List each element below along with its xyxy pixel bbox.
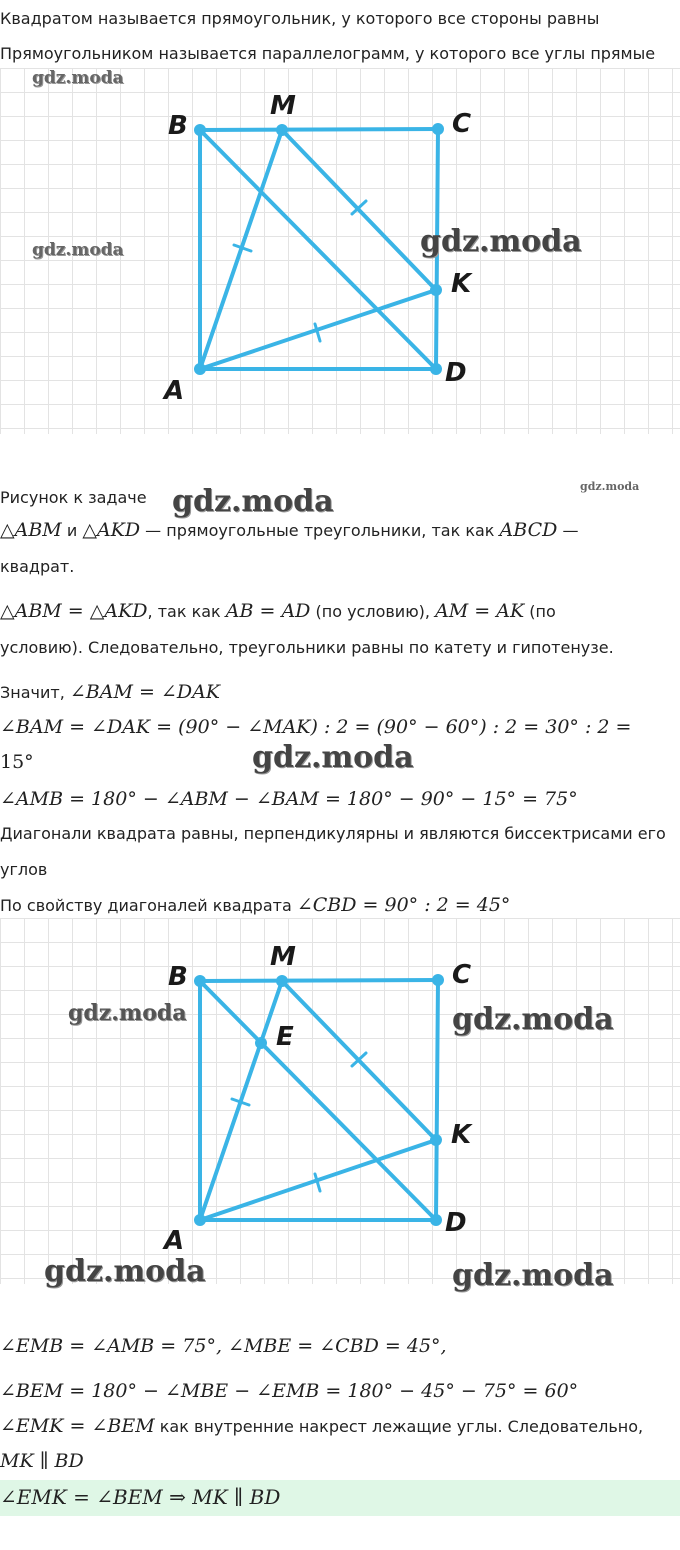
- tick-ak: [315, 324, 320, 341]
- point-e: [255, 1037, 267, 1049]
- point-a: [194, 363, 206, 375]
- watermark: gdz.moda: [580, 480, 640, 493]
- watermark: gdz.moda: [452, 1002, 614, 1037]
- solution-line-13: ∠BEM = 180° − ∠MBE − ∠EMB = 180° − 45° − 75° = 60°: [0, 1380, 579, 1402]
- solution-line-4: условию). Следовательно, треугольники равны по катету и гипотенузе.: [0, 638, 614, 657]
- watermark: gdz.moda: [32, 68, 124, 88]
- definition-rectangle: Прямоугольником называется параллелограмм, у которого все углы прямые: [0, 44, 656, 63]
- figure-2: [0, 918, 680, 1293]
- figure-1: [0, 68, 680, 434]
- point-c: [432, 123, 444, 135]
- segment-am: [200, 130, 282, 369]
- segment-cd: [436, 980, 438, 1220]
- point-b: [194, 124, 206, 136]
- label-c: C: [452, 109, 472, 139]
- label-c: C: [452, 960, 472, 990]
- figure-caption: Рисунок к задаче: [0, 488, 147, 507]
- figure-2-drawing: [0, 918, 680, 1284]
- solution-line-11: По свойству диагоналей квадрата ∠CBD = 90° : 2 = 45°: [0, 894, 511, 916]
- label-b: B: [168, 962, 188, 992]
- watermark: gdz.moda: [452, 1258, 614, 1293]
- solution-line-3: △ABM = △AKD, так как AB = AD (по условию), AM = AK (по: [0, 600, 556, 622]
- label-k: K: [451, 269, 472, 299]
- label-m: M: [270, 942, 296, 972]
- solution-line-12: ∠EMB = ∠AMB = 75°, ∠MBE = ∠CBD = 45°,: [0, 1335, 447, 1357]
- point-m: [276, 124, 288, 136]
- solution-line-14: ∠EMK = ∠BEM как внутренние накрест лежащие углы. Следовательно,: [0, 1415, 644, 1437]
- solution-line-9: Диагонали квадрата равны, перпендикулярны и являются биссектрисами его: [0, 824, 666, 843]
- solution-line-6: ∠BAM = ∠DAK = (90° − ∠MAK) : 2 = (90° − 60°) : 2 = 30° : 2 =: [0, 716, 632, 738]
- label-d: D: [445, 1208, 467, 1238]
- point-c: [432, 974, 444, 986]
- label-d: D: [445, 358, 467, 388]
- point-a: [194, 1214, 206, 1226]
- solution-line-1: △ABM и △AKD — прямоугольные треугольники, так как ABCD —: [0, 519, 579, 541]
- watermark: gdz.moda: [420, 224, 582, 259]
- point-d: [430, 363, 442, 375]
- watermark: gdz.moda: [172, 484, 334, 519]
- segment-bc: [200, 129, 438, 130]
- point-k: [430, 1134, 442, 1146]
- answer-line: ∠EMK = ∠BEM ⇒ MK ∥ BD: [0, 1485, 281, 1509]
- label-b: B: [168, 111, 188, 141]
- solution-line-2: квадрат.: [0, 557, 75, 576]
- watermark: gdz.moda: [252, 740, 414, 775]
- solution-line-15: MK ∥ BD: [0, 1450, 84, 1472]
- label-a: A: [164, 1226, 185, 1256]
- answer-highlight: [0, 1480, 680, 1516]
- label-a: A: [164, 376, 185, 406]
- solution-line-8: ∠AMB = 180° − ∠ABM − ∠BAM = 180° − 90° − 15° = 75°: [0, 788, 578, 810]
- solution-line-5: Значит, ∠BAM = ∠DAK: [0, 681, 221, 703]
- label-e: E: [276, 1022, 294, 1052]
- watermark: gdz.moda: [68, 1000, 187, 1026]
- segment-mk: [282, 130, 436, 290]
- watermark: gdz.moda: [32, 240, 124, 260]
- watermark: gdz.moda: [44, 1254, 206, 1289]
- solution-line-7: 15°: [0, 751, 34, 773]
- label-k: K: [451, 1120, 472, 1150]
- point-b: [194, 975, 206, 987]
- solution-line-10: углов: [0, 860, 48, 879]
- segment-bc: [200, 980, 438, 981]
- point-d: [430, 1214, 442, 1226]
- point-m: [276, 975, 288, 987]
- label-m: M: [270, 91, 296, 121]
- segment-am: [200, 981, 282, 1220]
- definition-square: Квадратом называется прямоугольник, у которого все стороны равны: [0, 9, 600, 28]
- point-k: [430, 284, 442, 296]
